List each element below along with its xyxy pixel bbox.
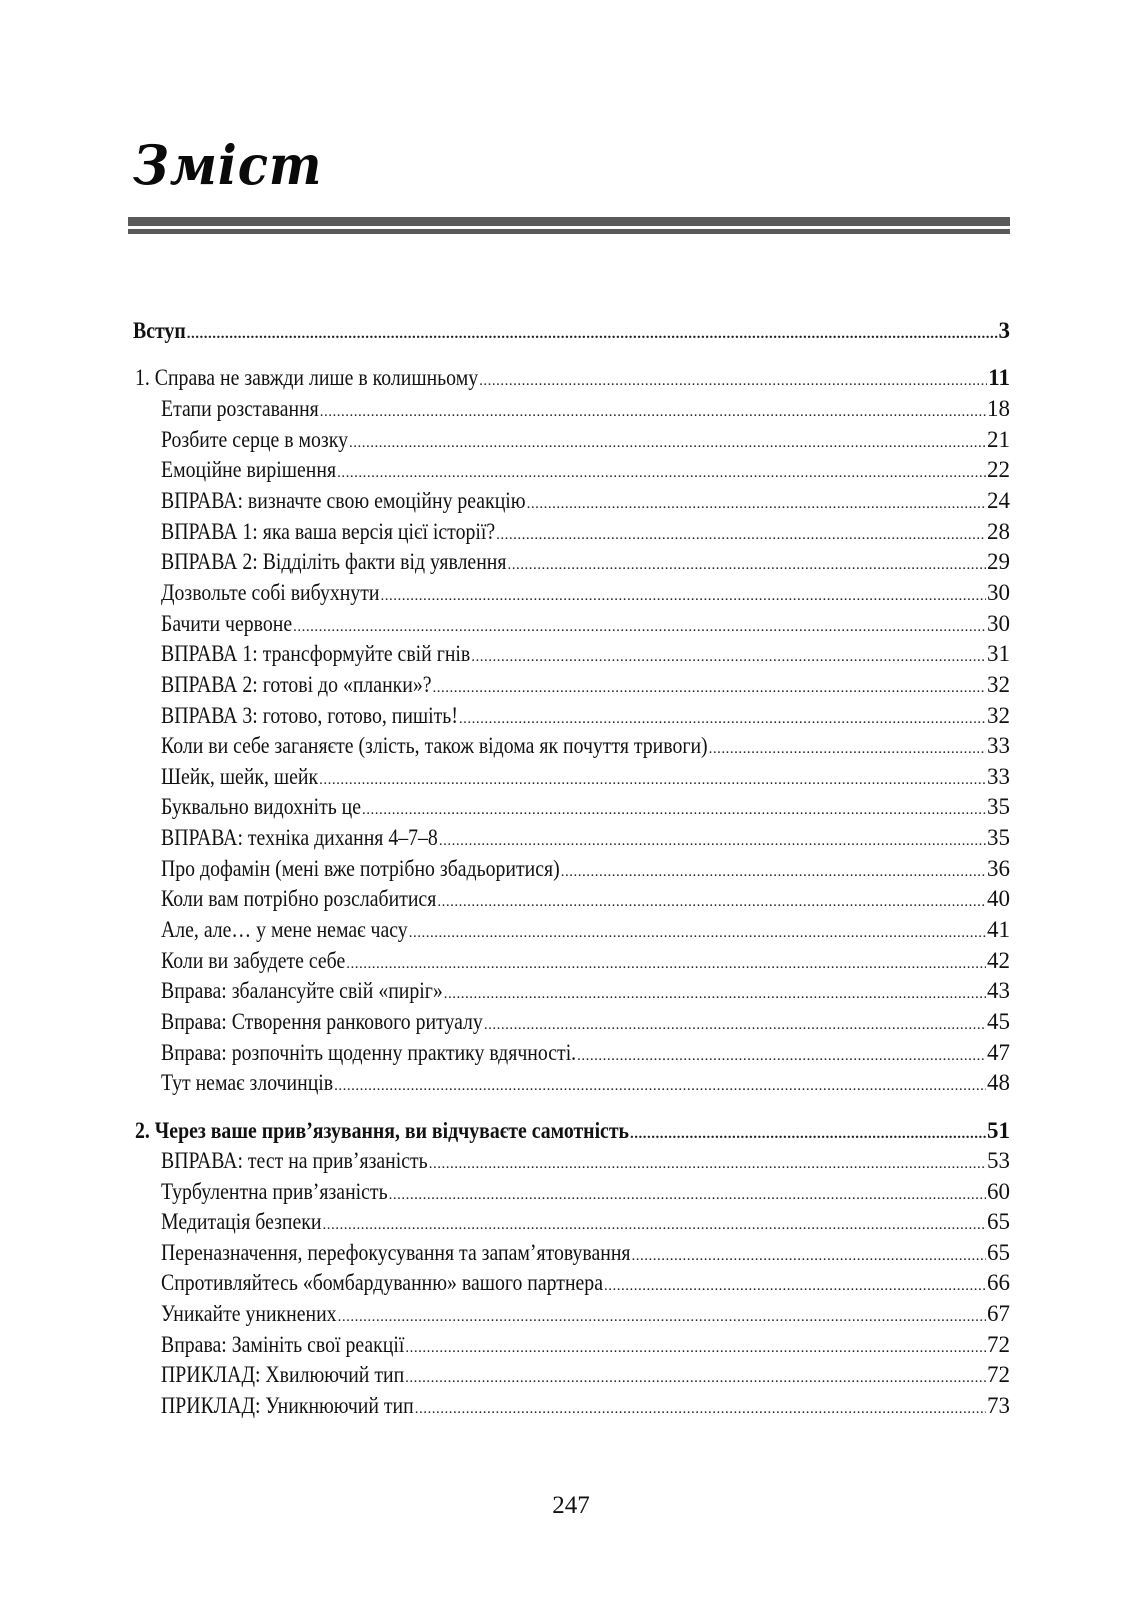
- toc-entry-page: 33: [987, 733, 1010, 759]
- toc-entry-sub[interactable]: [0, 701, 1142, 731]
- toc-entry: [161, 425, 1010, 458]
- dot-leader: [380, 581, 986, 611]
- page-number: 247: [552, 1492, 590, 1519]
- dot-leader: [187, 319, 998, 349]
- toc-entry: [161, 547, 1010, 580]
- toc-entry: [161, 670, 1010, 703]
- dot-leader: [561, 857, 986, 887]
- toc-entry-page: 22: [987, 457, 1010, 483]
- toc-entry-label: ВПРАВА 3: готово, готово, пишіть!: [161, 702, 458, 728]
- toc-entry: [161, 1207, 1010, 1240]
- toc-entry-page: 29: [987, 549, 1010, 575]
- toc-entry-sub[interactable]: [0, 394, 1142, 424]
- toc-entry-sub[interactable]: [0, 609, 1142, 639]
- toc-entry-label: ВПРАВА 2: готові до «планки»?: [161, 671, 432, 697]
- toc-entry: [161, 792, 1010, 825]
- toc-entry-sub[interactable]: [0, 547, 1142, 577]
- toc-entry-sub[interactable]: [0, 517, 1142, 547]
- toc-entry-sub[interactable]: [0, 1330, 1142, 1360]
- toc-entry-label: Бачити червоне: [161, 610, 293, 636]
- toc-entry-sub[interactable]: [0, 455, 1142, 485]
- toc-entry: [161, 1007, 1010, 1040]
- toc-entry-page: 43: [987, 978, 1010, 1004]
- toc-entry-chapter-1[interactable]: [0, 363, 1142, 393]
- toc-entry-label: ВПРАВА: визначте свою емоційну реакцію: [161, 487, 526, 513]
- toc-entry: [161, 884, 1010, 917]
- toc-entry-sub[interactable]: [0, 915, 1142, 945]
- toc-entry-label: Вправа: Замініть свої реакції: [161, 1331, 405, 1357]
- dot-leader: [389, 1180, 986, 1210]
- toc-entry-label: ВПРАВА: техніка дихання 4–7–8: [161, 825, 438, 851]
- toc-entry: [161, 731, 1010, 764]
- toc-entry: [161, 1038, 1010, 1071]
- toc-entry: [161, 701, 1010, 734]
- dot-leader: [433, 673, 986, 703]
- toc-entry-sub[interactable]: [0, 1007, 1142, 1037]
- toc-entry: [161, 1177, 1010, 1210]
- toc-entry-label: Спротивляйтесь «бомбардуванню» вашого партнера: [161, 1270, 603, 1296]
- toc-entry-page: 28: [987, 518, 1010, 544]
- toc-entry-sub[interactable]: [0, 670, 1142, 700]
- dot-leader: [437, 887, 986, 917]
- toc-entry-sub[interactable]: [0, 854, 1142, 884]
- toc-entry-sub[interactable]: [0, 884, 1142, 914]
- toc-entry-label: 1. Справа не завжди лише в колишньому: [135, 365, 479, 390]
- toc-entry: [161, 1146, 1010, 1179]
- toc-entry-sub[interactable]: [0, 1360, 1142, 1390]
- title-rule-thin: [128, 229, 1010, 234]
- toc-entry-label: ВПРАВА 2: Відділіть факти від уявлення: [161, 549, 507, 575]
- dot-leader: [709, 734, 986, 764]
- toc-entry-sub[interactable]: [0, 1146, 1142, 1176]
- toc-entry-sub[interactable]: [0, 425, 1142, 455]
- toc-entry: [161, 1268, 1010, 1301]
- dot-leader: [415, 1394, 986, 1424]
- toc-entry-page: 72: [987, 1331, 1010, 1357]
- dot-leader: [527, 489, 986, 519]
- toc-entry: [161, 486, 1010, 519]
- toc-entry-label: Турбулентна прив’язаність: [161, 1178, 388, 1204]
- dot-leader: [405, 1363, 986, 1393]
- toc-entry-page: 30: [987, 610, 1010, 636]
- toc-entry-page: 67: [987, 1301, 1010, 1326]
- toc-entry-page: 73: [987, 1392, 1010, 1418]
- title-rule-thick: [128, 217, 1010, 226]
- toc-entry-page: 42: [987, 947, 1010, 973]
- toc-entry: [161, 609, 1010, 642]
- dot-leader: [346, 949, 986, 979]
- toc-entry-sub[interactable]: [0, 1038, 1142, 1068]
- toc-entry-sub[interactable]: [0, 1299, 1142, 1329]
- dot-leader: [444, 979, 986, 1009]
- dot-leader: [322, 1210, 986, 1240]
- dot-leader: [630, 1119, 986, 1149]
- toc-entry-label: Уникайте уникнених: [161, 1301, 337, 1326]
- toc-entry-sub[interactable]: [0, 823, 1142, 853]
- dot-leader: [293, 612, 986, 642]
- toc-entry-label: ВПРАВА 1: трансформуйте свій гнів: [161, 641, 471, 667]
- toc-entry-chapter-2[interactable]: [0, 1116, 1142, 1146]
- toc-entry-page: 41: [987, 917, 1010, 943]
- toc-entry: [161, 1391, 1010, 1424]
- toc-entry-label: Розбите серце в мозку: [161, 426, 348, 452]
- toc-entry-page: 33: [987, 763, 1010, 789]
- dot-leader: [484, 1010, 986, 1040]
- toc-entry: [161, 946, 1010, 979]
- toc-entry-sub[interactable]: [0, 486, 1142, 516]
- toc-entry-label: Про дофамін (мені вже потрібно збадьоритися): [161, 855, 560, 881]
- dot-leader: [496, 520, 986, 550]
- dot-leader: [334, 1071, 986, 1101]
- toc-entry-sub[interactable]: [0, 1177, 1142, 1207]
- toc-entry: [161, 976, 1010, 1009]
- toc-entry: [135, 363, 1010, 396]
- toc-entry-label: Емоційне вирішення: [161, 457, 337, 483]
- toc-entry: [161, 762, 1010, 795]
- page-title: Зміст: [133, 133, 323, 197]
- toc-entry-sub[interactable]: [0, 639, 1142, 669]
- toc-entry-page: 36: [987, 855, 1010, 881]
- toc-entry-page: 72: [987, 1362, 1010, 1388]
- toc-entry: [161, 915, 1010, 948]
- dot-leader: [405, 1333, 986, 1363]
- toc-entry-sub[interactable]: [0, 762, 1142, 792]
- toc-entry: [161, 1330, 1010, 1363]
- toc-entry-page: 53: [987, 1148, 1010, 1173]
- dot-leader: [439, 826, 986, 856]
- dot-leader: [604, 1271, 986, 1301]
- toc-entry: [161, 639, 1010, 672]
- toc-entry-label: Етапи розставання: [161, 396, 319, 421]
- toc-entry-page: 51: [987, 1118, 1010, 1143]
- toc-entry-page: 35: [987, 794, 1010, 820]
- toc-entry-label: ПРИКЛАД: Уникнюючий тип: [161, 1392, 414, 1418]
- dot-leader: [319, 765, 986, 795]
- toc-entry: [161, 1068, 1010, 1101]
- toc-entry-label: Вступ: [133, 318, 186, 343]
- dot-leader: [338, 1302, 986, 1332]
- toc-entry-page: 3: [998, 318, 1010, 343]
- dot-leader: [471, 642, 986, 672]
- dot-leader: [577, 1041, 986, 1071]
- toc-entry-sub[interactable]: [0, 792, 1142, 822]
- toc-entry-page: 45: [987, 1009, 1010, 1034]
- dot-leader: [320, 397, 986, 427]
- toc-entry: [161, 854, 1010, 887]
- toc-entry-sub[interactable]: [0, 578, 1142, 608]
- dot-leader: [362, 795, 986, 825]
- toc-entry-sub[interactable]: [0, 731, 1142, 761]
- dot-leader: [429, 1149, 986, 1179]
- toc-entry: [161, 1238, 1010, 1271]
- toc-entry: [161, 1299, 1010, 1332]
- toc-entry-page: 60: [987, 1178, 1010, 1204]
- toc-entry: [161, 578, 1010, 611]
- toc-entry-label: Медитація безпеки: [161, 1209, 322, 1235]
- toc-entry-label: Тут немає злочинців: [161, 1070, 334, 1096]
- toc-entry-label: Вправа: збалансуйте свій «пиріг»: [161, 978, 443, 1004]
- toc-entry-label: Дозвольте собі вибухнути: [161, 579, 380, 605]
- toc-entry-page: 47: [987, 1039, 1010, 1065]
- toc-entry: [135, 1116, 1010, 1149]
- toc-entry-label: Переназначення, перефокусування та запам’ятовування: [161, 1239, 631, 1265]
- toc-entry-page: 30: [987, 579, 1010, 605]
- toc-entry-label: ПРИКЛАД: Хвилюючий тип: [161, 1362, 405, 1388]
- toc-entry-label: Вправа: розпочніть щоденну практику вдячності.: [161, 1039, 577, 1065]
- toc-entry-label: ВПРАВА 1: яка ваша версія цієї історії?: [161, 518, 496, 544]
- toc-entry-label: Шейк, шейк, шейк: [161, 763, 319, 789]
- toc-entry-label: 2. Через ваше прив’язування, ви відчуваєте самотність: [135, 1118, 630, 1143]
- toc-entry: [161, 517, 1010, 550]
- toc-entry: [161, 455, 1010, 488]
- toc-entry-label: ВПРАВА: тест на прив’язаність: [161, 1148, 428, 1173]
- toc-entry-label: Вправа: Створення ранкового ритуалу: [161, 1009, 483, 1034]
- dot-leader: [409, 918, 986, 948]
- toc-entry-page: 66: [987, 1270, 1010, 1296]
- toc-entry-page: 32: [987, 702, 1010, 728]
- dot-leader: [632, 1241, 986, 1271]
- toc-entry-page: 65: [987, 1209, 1010, 1235]
- toc-entry-sub[interactable]: [0, 1207, 1142, 1237]
- toc-entry-page: 65: [987, 1239, 1010, 1265]
- toc-entry-page: 31: [987, 641, 1010, 667]
- toc-entry-page: 35: [987, 825, 1010, 851]
- dot-leader: [508, 550, 987, 580]
- dot-leader: [349, 428, 986, 458]
- toc-entry: [161, 1360, 1010, 1393]
- toc-entry-page: 21: [987, 426, 1010, 452]
- toc-entry-sub[interactable]: [0, 946, 1142, 976]
- toc-entry-intro[interactable]: [0, 316, 1142, 346]
- toc-entry-label: Коли ви себе заганяєте (злість, також відома як почуття тривоги): [161, 733, 708, 759]
- toc-entry-page: 11: [988, 365, 1010, 390]
- dot-leader: [459, 704, 986, 734]
- dot-leader: [337, 458, 986, 488]
- toc-entry: [161, 394, 1010, 427]
- toc-entry-page: 24: [987, 487, 1010, 513]
- toc-entry-page: 40: [987, 886, 1010, 912]
- dot-leader: [479, 366, 987, 396]
- toc-entry-sub[interactable]: [0, 1268, 1142, 1298]
- toc-entry: [133, 316, 1010, 349]
- toc-entry-page: 18: [987, 396, 1010, 421]
- toc-entry: [161, 823, 1010, 856]
- toc-entry-label: Коли вам потрібно розслабитися: [161, 886, 437, 912]
- toc-entry-label: Але, але… у мене немає часу: [161, 917, 408, 943]
- toc-entry-label: Буквально видохніть це: [161, 794, 362, 820]
- toc-entry-sub[interactable]: [0, 1068, 1142, 1098]
- toc-entry-page: 32: [987, 671, 1010, 697]
- toc-entry-sub[interactable]: [0, 976, 1142, 1006]
- toc-entry-sub[interactable]: [0, 1391, 1142, 1421]
- toc-entry-page: 48: [987, 1070, 1010, 1096]
- toc-entry-sub[interactable]: [0, 1238, 1142, 1268]
- toc-entry-label: Коли ви забудете себе: [161, 947, 346, 973]
